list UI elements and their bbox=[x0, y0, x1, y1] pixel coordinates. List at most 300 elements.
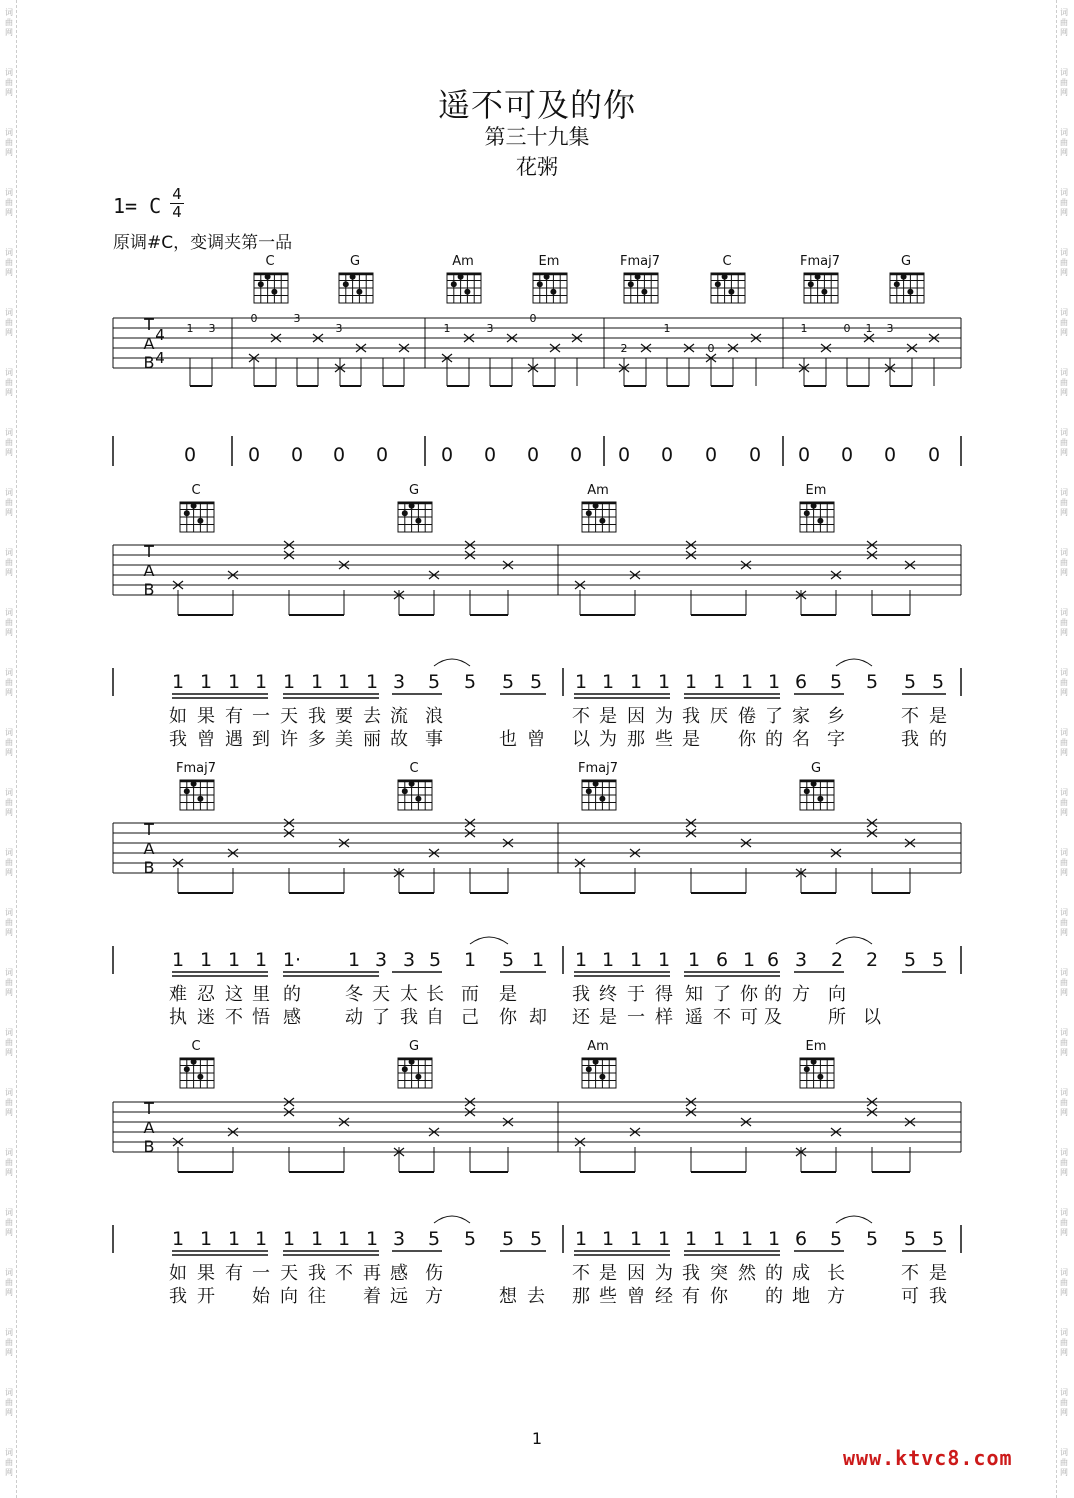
jianpu-note: 1 bbox=[282, 1228, 296, 1250]
chord-name: C bbox=[191, 483, 201, 498]
lyric-line-2: 样 bbox=[655, 1007, 673, 1028]
watermark-char: 网 bbox=[1060, 508, 1068, 517]
tie-arc bbox=[836, 1216, 872, 1223]
tab-fret-number: 3 bbox=[293, 312, 301, 325]
tab-clef-letter: A bbox=[143, 334, 155, 353]
chord-name: G bbox=[810, 761, 822, 776]
jianpu-note: 1 bbox=[310, 1228, 324, 1250]
lyric-line-1: 要 bbox=[335, 706, 353, 727]
chord-dot bbox=[402, 510, 408, 516]
lyric-line-1: 天 bbox=[280, 1263, 298, 1284]
lyric-line-2: 的 bbox=[765, 1286, 783, 1307]
lyric-line-2: 一 bbox=[627, 1007, 645, 1028]
lyric-line-2: 始 bbox=[252, 1286, 270, 1307]
tab-time-sig: 4 bbox=[155, 326, 165, 344]
watermark-char: 网 bbox=[1060, 1228, 1068, 1237]
lyric-line-1: 一 bbox=[252, 1263, 270, 1284]
watermark-char: 曲 bbox=[5, 678, 13, 687]
jianpu-note: 5 bbox=[865, 1228, 879, 1250]
watermark-char: 网 bbox=[1060, 868, 1068, 877]
tie-arc bbox=[836, 937, 872, 944]
lyric-line-1: 这 bbox=[225, 984, 243, 1005]
chord-name: Fmaj7 bbox=[620, 254, 660, 269]
jianpu-note: 1 bbox=[767, 671, 781, 693]
chord-name: Em bbox=[805, 1039, 827, 1054]
chord-name: G bbox=[408, 1039, 420, 1054]
lyric-line-1: 的 bbox=[765, 1263, 783, 1284]
chord-dot bbox=[586, 788, 592, 794]
watermark-char: 曲 bbox=[1060, 1038, 1068, 1047]
chord-dot bbox=[817, 518, 823, 524]
watermark-char: 网 bbox=[1060, 1468, 1068, 1477]
lyric-line-2: 了 bbox=[372, 1007, 390, 1028]
lyric-line-2: 方 bbox=[425, 1286, 443, 1307]
beat-number: 0 bbox=[617, 444, 631, 466]
tab-clef-letter: T bbox=[144, 820, 154, 839]
watermark-char: 网 bbox=[5, 928, 13, 937]
lyric-line-2: 却 bbox=[529, 1007, 547, 1028]
watermark-char: 曲 bbox=[5, 1458, 13, 1467]
lyric-line-2: 曾 bbox=[527, 729, 545, 750]
watermark-char: 词 bbox=[1060, 1448, 1068, 1457]
chord-dot bbox=[409, 781, 415, 787]
lyric-line-1: 我 bbox=[308, 1263, 326, 1284]
lyric-line-2: 的 bbox=[765, 729, 783, 750]
watermark-char: 网 bbox=[1060, 628, 1068, 637]
watermark-char: 曲 bbox=[1060, 918, 1068, 927]
lyric-line-2: 自 bbox=[426, 1007, 444, 1028]
watermark-char: 曲 bbox=[1060, 318, 1068, 327]
chord-name: Fmaj7 bbox=[176, 761, 216, 776]
watermark-char: 词 bbox=[5, 968, 13, 977]
watermark-char: 曲 bbox=[1060, 798, 1068, 807]
jianpu-note: 5 bbox=[931, 1228, 945, 1250]
time-signature-top: 4 bbox=[172, 185, 182, 203]
lyric-line-1: 而 bbox=[461, 984, 479, 1005]
watermark-char: 词 bbox=[5, 248, 13, 257]
lyric-line-1: 方 bbox=[792, 984, 810, 1005]
watermark-char: 曲 bbox=[5, 1398, 13, 1407]
watermark-char: 网 bbox=[1060, 568, 1068, 577]
lyric-line-1: 不 bbox=[572, 1263, 590, 1284]
chord-name: Em bbox=[805, 483, 827, 498]
watermark-char: 网 bbox=[1060, 808, 1068, 817]
watermark-char: 词 bbox=[5, 788, 13, 797]
lyric-line-1: 知 bbox=[685, 984, 703, 1005]
watermark-char: 网 bbox=[1060, 928, 1068, 937]
lyric-line-2: 往 bbox=[308, 1286, 326, 1307]
beat-number: 0 bbox=[526, 444, 540, 466]
lyric-line-2: 我 bbox=[929, 1286, 947, 1307]
watermark-char: 曲 bbox=[1060, 978, 1068, 987]
watermark-char: 词 bbox=[1060, 68, 1068, 77]
watermark-char: 词 bbox=[1060, 908, 1068, 917]
jianpu-note: 5 bbox=[463, 671, 477, 693]
beat-number: 0 bbox=[569, 444, 583, 466]
jianpu-note: 3 bbox=[374, 949, 388, 971]
jianpu-note: 5 bbox=[427, 1228, 441, 1250]
lyric-line-2: 我 bbox=[169, 1286, 187, 1307]
lyric-line-1: 里 bbox=[252, 984, 270, 1005]
artist-name: 花粥 bbox=[516, 155, 558, 179]
lyric-line-1: 你 bbox=[740, 984, 758, 1005]
watermark-char: 词 bbox=[1060, 308, 1068, 317]
jianpu-note: 5 bbox=[529, 671, 543, 693]
watermark-char: 词 bbox=[1060, 1208, 1068, 1217]
tab-time-sig: 4 bbox=[155, 349, 165, 367]
chord-dot bbox=[715, 281, 721, 287]
watermark-char: 曲 bbox=[1060, 258, 1068, 267]
watermark-char: 网 bbox=[1060, 448, 1068, 457]
page-number: 1 bbox=[531, 1429, 543, 1448]
jianpu-note: 1 bbox=[199, 671, 213, 693]
watermark-char: 网 bbox=[5, 28, 13, 37]
tab-clef-letter: B bbox=[143, 1137, 155, 1156]
jianpu-note: 5 bbox=[501, 949, 515, 971]
watermark-char: 词 bbox=[5, 1088, 13, 1097]
tab-fret-number: 1 bbox=[186, 322, 194, 335]
jianpu-note: 1 bbox=[684, 1228, 698, 1250]
lyric-line-2: 去 bbox=[527, 1286, 545, 1307]
watermark-char: 词 bbox=[5, 428, 13, 437]
beat-number: 0 bbox=[332, 444, 346, 466]
watermark-char: 网 bbox=[1060, 988, 1068, 997]
jianpu-note: 1 bbox=[531, 949, 545, 971]
lyric-line-2: 我 bbox=[901, 729, 919, 750]
chord-dot bbox=[817, 796, 823, 802]
watermark-char: 曲 bbox=[5, 1038, 13, 1047]
watermark-char: 曲 bbox=[1060, 498, 1068, 507]
lyric-line-2: 有 bbox=[682, 1286, 700, 1307]
jianpu-note: 5 bbox=[903, 1228, 917, 1250]
watermark-char: 网 bbox=[5, 628, 13, 637]
watermark-char: 词 bbox=[1060, 428, 1068, 437]
watermark-char: 词 bbox=[5, 308, 13, 317]
lyric-line-1: 如 bbox=[169, 1263, 187, 1284]
watermark-char: 词 bbox=[5, 1268, 13, 1277]
tab-fret-number: 3 bbox=[486, 322, 494, 335]
lyric-line-1: 为 bbox=[655, 706, 673, 727]
song-title: 遥不可及的你 bbox=[437, 86, 636, 124]
lyric-line-2: 也 bbox=[499, 729, 517, 750]
lyric-line-2: 方 bbox=[827, 1286, 845, 1307]
watermark-char: 曲 bbox=[5, 918, 13, 927]
lyric-line-1: 太 bbox=[400, 984, 418, 1005]
watermark-char: 词 bbox=[5, 8, 13, 17]
lyric-line-1: 不 bbox=[901, 1263, 919, 1284]
chord-name: Fmaj7 bbox=[800, 254, 840, 269]
watermark-char: 曲 bbox=[1060, 618, 1068, 627]
jianpu-note: 1 bbox=[767, 1228, 781, 1250]
watermark-char: 网 bbox=[1060, 1108, 1068, 1117]
chord-dot bbox=[343, 281, 349, 287]
lyric-line-1: 于 bbox=[627, 984, 645, 1005]
lyric-line-1: 长 bbox=[426, 984, 444, 1005]
watermark-char: 曲 bbox=[5, 1218, 13, 1227]
lyric-line-2: 事 bbox=[425, 729, 443, 750]
watermark-char: 网 bbox=[1060, 748, 1068, 757]
tab-fret-number: 3 bbox=[208, 322, 216, 335]
watermark-char: 词 bbox=[5, 908, 13, 917]
lyric-line-2: 悟 bbox=[252, 1007, 270, 1028]
chord-dot bbox=[599, 796, 605, 802]
lyric-line-2: 地 bbox=[792, 1286, 810, 1307]
lyric-line-1: 乡 bbox=[827, 706, 845, 727]
watermark-char: 曲 bbox=[5, 138, 13, 147]
watermark-char: 词 bbox=[5, 1448, 13, 1457]
time-signature-bottom: 4 bbox=[172, 203, 182, 221]
lyric-line-1: 然 bbox=[738, 1263, 756, 1284]
lyric-line-2: 是 bbox=[682, 729, 700, 750]
lyric-line-2: 远 bbox=[390, 1286, 408, 1307]
watermark-char: 曲 bbox=[1060, 1338, 1068, 1347]
watermark-char: 词 bbox=[1060, 8, 1068, 17]
chord-dot bbox=[537, 281, 543, 287]
chord-dot bbox=[599, 518, 605, 524]
watermark-char: 网 bbox=[5, 1168, 13, 1177]
key-signature: 1= C bbox=[113, 194, 162, 218]
watermark-char: 网 bbox=[5, 508, 13, 517]
tie-arc bbox=[470, 937, 508, 944]
lyric-line-2: 许 bbox=[280, 729, 298, 750]
jianpu-note: 6 bbox=[766, 949, 780, 971]
watermark-char: 网 bbox=[5, 208, 13, 217]
watermark-char: 网 bbox=[1060, 1288, 1068, 1297]
watermark-char: 词 bbox=[1060, 1028, 1068, 1037]
jianpu-note: 5 bbox=[931, 671, 945, 693]
chord-name: C bbox=[722, 254, 732, 269]
chord-dot bbox=[593, 781, 599, 787]
lyric-line-1: 冬 bbox=[345, 984, 363, 1005]
tab-fret-number: 1 bbox=[663, 322, 671, 335]
lyric-line-1: 有 bbox=[225, 706, 243, 727]
watermark-char: 曲 bbox=[1060, 378, 1068, 387]
lyric-line-2: 遥 bbox=[685, 1007, 703, 1028]
chord-dot bbox=[593, 503, 599, 509]
jianpu-note: 1 bbox=[629, 1228, 643, 1250]
tab-fret-number: 3 bbox=[886, 322, 894, 335]
lyric-line-1: 不 bbox=[572, 706, 590, 727]
jianpu-note: 1 bbox=[601, 949, 615, 971]
chord-dot bbox=[728, 289, 734, 295]
chord-dot bbox=[464, 289, 470, 295]
beat-number: 0 bbox=[483, 444, 497, 466]
tab-fret-number: 1 bbox=[800, 322, 808, 335]
lyric-line-1: 忍 bbox=[197, 984, 215, 1005]
watermark-char: 网 bbox=[5, 1408, 13, 1417]
chord-dot bbox=[409, 1059, 415, 1065]
tab-fret-number: 0 bbox=[707, 342, 715, 355]
watermark-char: 曲 bbox=[5, 258, 13, 267]
watermark-char: 曲 bbox=[5, 558, 13, 567]
chord-dot bbox=[415, 796, 421, 802]
watermark-char: 曲 bbox=[1060, 438, 1068, 447]
tab-clef-letter: T bbox=[144, 1099, 154, 1118]
watermark-char: 曲 bbox=[5, 618, 13, 627]
watermark-char: 曲 bbox=[5, 798, 13, 807]
lyric-line-1: 天 bbox=[280, 706, 298, 727]
watermark-char: 曲 bbox=[1060, 1278, 1068, 1287]
lyric-line-2: 执 bbox=[169, 1007, 187, 1028]
jianpu-note: 1 bbox=[227, 1228, 241, 1250]
lyric-line-2: 己 bbox=[461, 1007, 479, 1028]
jianpu-note: 1 bbox=[227, 949, 241, 971]
jianpu-note: 5 bbox=[463, 1228, 477, 1250]
chord-dot bbox=[811, 781, 817, 787]
lyric-line-2: 些 bbox=[599, 1286, 617, 1307]
lyric-line-1: 了 bbox=[765, 706, 783, 727]
chord-dot bbox=[722, 274, 728, 280]
lyric-line-1: 感 bbox=[390, 1263, 408, 1284]
site-logo: www.ktvc8.com bbox=[843, 1446, 1013, 1470]
watermark-char: 网 bbox=[1060, 388, 1068, 397]
jianpu-note: 1 bbox=[712, 671, 726, 693]
lyric-line-1: 家 bbox=[792, 706, 810, 727]
watermark-char: 词 bbox=[5, 548, 13, 557]
watermark-char: 曲 bbox=[1060, 1398, 1068, 1407]
jianpu-note: 5 bbox=[903, 949, 917, 971]
lyric-line-1: 是 bbox=[599, 706, 617, 727]
watermark-char: 词 bbox=[1060, 1388, 1068, 1397]
beat-number: 0 bbox=[660, 444, 674, 466]
song-subtitle: 第三十九集 bbox=[484, 125, 590, 149]
beat-number: 0 bbox=[927, 444, 941, 466]
watermark-char: 网 bbox=[5, 328, 13, 337]
watermark-char: 词 bbox=[1060, 1148, 1068, 1157]
jianpu-note: 1 bbox=[365, 671, 379, 693]
watermark-char: 词 bbox=[1060, 848, 1068, 857]
chord-dot bbox=[586, 1066, 592, 1072]
watermark-char: 网 bbox=[1060, 88, 1068, 97]
lyric-line-1: 突 bbox=[710, 1263, 728, 1284]
lyric-line-1: 长 bbox=[827, 1263, 845, 1284]
watermark-char: 网 bbox=[5, 688, 13, 697]
chord-dot bbox=[901, 274, 907, 280]
chord-dot bbox=[197, 1074, 203, 1080]
chord-name: G bbox=[408, 483, 420, 498]
jianpu-note: 1 bbox=[171, 671, 185, 693]
watermark-char: 词 bbox=[1060, 128, 1068, 137]
jianpu-note: 6 bbox=[715, 949, 729, 971]
watermark-char: 网 bbox=[5, 268, 13, 277]
watermark-char: 词 bbox=[1060, 728, 1068, 737]
tab-clef-letter: B bbox=[143, 858, 155, 877]
tab-fret-number: 1 bbox=[443, 322, 451, 335]
watermark-char: 曲 bbox=[1060, 198, 1068, 207]
lyric-line-1: 得 bbox=[655, 984, 673, 1005]
watermark-char: 曲 bbox=[5, 978, 13, 987]
watermark-char: 词 bbox=[5, 368, 13, 377]
lyric-line-2: 着 bbox=[363, 1286, 381, 1307]
jianpu-note: 1 bbox=[171, 949, 185, 971]
chord-dot bbox=[350, 274, 356, 280]
tab-fret-number: 0 bbox=[843, 322, 851, 335]
lyric-line-1: 流 bbox=[390, 706, 408, 727]
jianpu-note: 1 bbox=[171, 1228, 185, 1250]
lyric-line-1: 一 bbox=[252, 706, 270, 727]
lyric-line-1: 向 bbox=[828, 984, 846, 1005]
tab-clef-letter: B bbox=[143, 353, 155, 372]
watermark-char: 曲 bbox=[5, 198, 13, 207]
lyric-line-2: 到 bbox=[252, 729, 270, 750]
lyric-line-2: 曾 bbox=[627, 1286, 645, 1307]
lyric-line-2: 可 bbox=[901, 1286, 919, 1307]
beat-number: 0 bbox=[704, 444, 718, 466]
lyric-line-2: 还 bbox=[572, 1007, 590, 1028]
watermark-char: 网 bbox=[5, 88, 13, 97]
chord-dot bbox=[265, 274, 271, 280]
lyric-line-2: 为 bbox=[599, 729, 617, 750]
lyric-line-2: 迷 bbox=[197, 1007, 215, 1028]
beat-number: 0 bbox=[797, 444, 811, 466]
lyric-line-1: 不 bbox=[335, 1263, 353, 1284]
watermark-char: 词 bbox=[1060, 248, 1068, 257]
lyric-line-1: 是 bbox=[499, 984, 517, 1005]
beat-number: 0 bbox=[375, 444, 389, 466]
chord-dot bbox=[271, 289, 277, 295]
watermark-char: 曲 bbox=[5, 858, 13, 867]
jianpu-note: 5 bbox=[931, 949, 945, 971]
watermark-char: 网 bbox=[5, 808, 13, 817]
lyric-line-2: 以 bbox=[863, 1007, 881, 1028]
watermark-char: 曲 bbox=[5, 18, 13, 27]
jianpu-note: 2 bbox=[865, 949, 879, 971]
tab-fret-number: 0 bbox=[529, 312, 537, 325]
jianpu-note: 5 bbox=[501, 671, 515, 693]
watermark-char: 网 bbox=[5, 1048, 13, 1057]
lyric-line-1: 难 bbox=[169, 984, 187, 1005]
chord-dot bbox=[356, 289, 362, 295]
lyric-line-2: 所 bbox=[828, 1007, 846, 1028]
lyric-line-2: 字 bbox=[827, 729, 845, 750]
chord-dot bbox=[402, 1066, 408, 1072]
watermark-char: 网 bbox=[5, 1288, 13, 1297]
watermark-char: 曲 bbox=[1060, 558, 1068, 567]
lyric-line-1: 我 bbox=[572, 984, 590, 1005]
watermark-char: 词 bbox=[5, 728, 13, 737]
watermark-char: 词 bbox=[5, 608, 13, 617]
watermark-char: 曲 bbox=[1060, 858, 1068, 867]
watermark-char: 曲 bbox=[5, 1098, 13, 1107]
lyric-line-1: 浪 bbox=[425, 706, 443, 727]
beat-number: 0 bbox=[440, 444, 454, 466]
lyric-line-2: 丽 bbox=[363, 729, 381, 750]
chord-dot bbox=[815, 274, 821, 280]
lyric-line-2: 你 bbox=[710, 1286, 728, 1307]
chord-dot bbox=[628, 281, 634, 287]
lyric-line-2: 不 bbox=[713, 1007, 731, 1028]
jianpu-note: 1 bbox=[629, 949, 643, 971]
watermark-char: 词 bbox=[5, 188, 13, 197]
jianpu-note: 1 bbox=[574, 949, 588, 971]
chord-name: Fmaj7 bbox=[578, 761, 618, 776]
chord-dot bbox=[197, 518, 203, 524]
chord-name: C bbox=[409, 761, 419, 776]
lyric-line-2: 开 bbox=[197, 1286, 215, 1307]
chord-dot bbox=[191, 1059, 197, 1065]
lyric-line-2: 及 bbox=[764, 1007, 782, 1028]
jianpu-note: 5 bbox=[529, 1228, 543, 1250]
tab-fret-number: 0 bbox=[250, 312, 258, 325]
jianpu-note: 3 bbox=[794, 949, 808, 971]
jianpu-note: 3 bbox=[392, 1228, 406, 1250]
watermark-char: 网 bbox=[5, 1108, 13, 1117]
watermark-char: 词 bbox=[1060, 1328, 1068, 1337]
jianpu-note: 1 bbox=[657, 671, 671, 693]
lyric-line-1: 再 bbox=[363, 1263, 381, 1284]
lyric-line-1: 终 bbox=[599, 984, 617, 1005]
jianpu-note: 1 bbox=[463, 949, 477, 971]
